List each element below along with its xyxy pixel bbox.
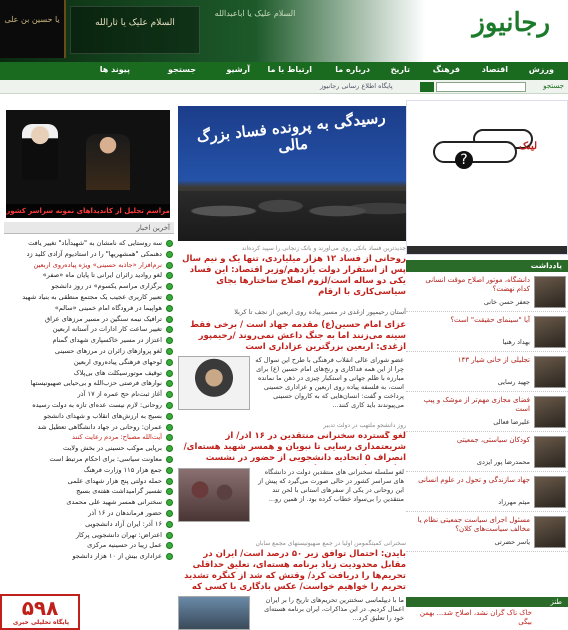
note-author: جعفر حسن خانی [483, 298, 530, 306]
bullet-icon [166, 445, 173, 452]
news-body: لغو سلسله سخنرانی های منتقدین دولت در دانشگاه های سراسر کشور در حالی صورت می‌گیرد که پیش از این روحانی در یکی از سفرهای استانی با لحن تند منتقدین را بی‌سواد خطاب کرده بود. از همین رو... [258, 468, 404, 503]
note-author: علیرضا فعالی [493, 418, 530, 426]
note-title[interactable]: آیا "سینمای حقیقت" است؟ [450, 316, 530, 324]
bullet-icon [166, 488, 173, 495]
list-item[interactable] [4, 335, 174, 346]
news-photo[interactable] [178, 596, 250, 630]
list-item-text: سخنرانی همسر شهید علی محمدی [66, 498, 162, 507]
list-item-text: هواپیما در فرودگاه امام خمینی «سالم» [54, 303, 162, 312]
note-title[interactable]: دانشگاه، موتور اصلاح موقت انسانی کدام نهضت؟ [425, 276, 530, 293]
list-item-text: ۱۶ آذر: ایران آزاد دانشجویی [85, 519, 162, 528]
note-item[interactable] [406, 314, 568, 352]
news-meta: سخنرانی کمیتگمومن اولیا در جمع صهیونیستهای مجمع سابان [255, 540, 406, 547]
list-item[interactable] [4, 400, 174, 411]
bullet-icon [166, 424, 173, 431]
list-item[interactable] [4, 314, 174, 325]
search-hint: پایگاه اطلاع رسانی رجانیوز [320, 82, 393, 90]
list-item[interactable] [4, 292, 174, 303]
list-item-text: حمله دولتی پنج هزار شهدای علمی [67, 476, 162, 485]
list-item-text: تعبیر کاربری عجیب یک مجتمع منطقی به بنیاد شهید [22, 292, 162, 301]
main-news-column [178, 100, 406, 630]
person-figure [86, 134, 130, 190]
note-author: جهید رسایی [497, 378, 530, 386]
bullet-icon [166, 467, 173, 474]
mourning-banner[interactable] [0, 0, 66, 58]
nav-item-economy[interactable]: اقتصاد [481, 65, 508, 74]
nav-item-search[interactable]: جستجو [168, 65, 196, 74]
news-headline[interactable]: لغو گسترده سخنرانی منتقدین در ۱۶ آذر/ از شریعتمداری رسایی تا نبویان و همسر شهید هسته‌ای/ انصراف ۵ اتحادیه دانشجویی از حضور در نشست [183, 431, 406, 463]
list-item[interactable] [4, 357, 174, 368]
humor-section-title [406, 597, 568, 607]
list-item-text: تغییر ساعت کار ادارات در آستانه اربعین [52, 325, 162, 334]
list-item[interactable] [4, 519, 174, 530]
news-photo[interactable] [178, 468, 250, 522]
list-item-text: حضور فرماندهان در ۱۶ آذر [88, 508, 162, 517]
featured-photo-caption: مراسم تجلیل از کاندیداهای نمونه سراسر کشور [6, 204, 170, 218]
note-title[interactable]: جهاد سازندگی و تحول در علوم انسانی [418, 476, 530, 484]
left-sidebar [0, 100, 174, 630]
list-item[interactable] [4, 346, 174, 357]
list-item-text: لوحهای فرهنگی پیاده‌روی اربعین [73, 357, 162, 366]
humor-title-text: طنز [550, 598, 562, 606]
featured-photo[interactable] [6, 110, 170, 218]
list-item-text: دهنمکی "همشهریها" را در استادیوم آزادی کلید زد [26, 249, 162, 258]
list-item-text: جمع هزار ۱۱۵ وزارت فرهنگ [83, 465, 162, 474]
list-item-text: عمل زیبا در حسینیه مرکزی [87, 541, 162, 550]
humor-section [406, 597, 568, 630]
list-item-text: برپایی موکب حسینی در بخش ولایت [63, 444, 162, 453]
news-headline[interactable]: روحانی از فساد ۱۲ هزار میلیاردی، تنها یک و نیم سال پس از استقرار دولت یازدهم/وزیر اقتصاد: این فساد یکی دو ساله است/لزوم اصلاح ساختارها بجای سیاسی‌کاری با ارقام [182, 254, 406, 297]
humor-item[interactable]: خاک ناک گران نشد، اصلاح شد... بهمن بیگی [419, 609, 532, 626]
list-item[interactable] [4, 378, 174, 389]
list-item-text: اعتراض: تهران دانشجویی پرکار [75, 530, 162, 539]
list-item-text: نرم‌افزار «جاذبه حسینی» ویژه پیاده‌روی اربعین [33, 260, 162, 269]
hero-crowd [178, 191, 406, 241]
bullet-icon [166, 391, 173, 398]
list-item[interactable] [4, 324, 174, 335]
598-logo-caption: پایگاه تحلیلی خبری [12, 619, 70, 626]
news-sub: آستان رحیمپور ازغدی در مسیر پیاده روی اربعین از نجف تا کربلا [234, 308, 406, 316]
latest-news-list [4, 238, 174, 562]
note-author: محمدرضا پور ایزدی [476, 458, 530, 466]
list-item-text: عزاداری بیش از ۱۰ هزار دانشجو [72, 552, 162, 561]
news-body: عضو شورای عالی انقلاب فرهنگی با طرح این سوال که چرا از این همه فداکاری و رنج‌های امام حسین (ع) برای مبارزه با ظلم جهانی و استکبار چیزی در ذهن ما نمانده است، به فلسفه پیاده روی اربعین و عزاداری حسینی پرداخت و گفت: انسان‌هایی که به کاروان حسینی می‌پیوندند باید کاری کنند... [255, 356, 404, 409]
author-photo [534, 276, 566, 308]
nav-item-about[interactable]: درباره ما [335, 65, 370, 74]
news-headline[interactable]: عزای امام حسین(ع) مقدمه جهاد است / برخی فقط سینه می‌زنند اما به جنگ داعش نمی‌روند /رحیمپور ازغدی: اربعین بزرگترین عزاداری است [190, 320, 406, 352]
list-item[interactable] [4, 368, 174, 379]
note-item[interactable] [406, 474, 568, 512]
site-header [0, 0, 568, 62]
author-photo [534, 356, 566, 388]
news-photo[interactable] [178, 356, 250, 410]
bullet-icon [166, 337, 173, 344]
search-input[interactable] [436, 82, 526, 92]
bullet-icon [166, 272, 173, 279]
bullet-icon [166, 294, 173, 301]
598-logo[interactable] [0, 594, 80, 630]
note-item[interactable] [406, 514, 568, 552]
nav-item-links[interactable]: پیوند ها [99, 65, 130, 74]
bullet-icon [166, 478, 173, 485]
news-body: ما با دیپلماسی سختترین تحریم‌های تاریخ را بر ایران اعمال کردیم. در این مذاکرات، ایران برنامه هسته‌ای خود را تعلیق کرد... [264, 596, 404, 622]
bullet-icon [166, 542, 173, 549]
note-author: یاسر حضرتی [494, 538, 530, 546]
note-title[interactable]: تجلیلی از خانی شیار ۱۴۳ [457, 356, 530, 364]
list-item-text: توقیف موتورسیکلت های بی‌پلاک [73, 368, 162, 377]
note-author: میثم مهرزاد [498, 498, 530, 506]
news-headline[interactable]: بایدن: احتمال توافق زیر ۵۰ درصد است/ ایران در مقابل محدودیت زیاد برنامه هسته‌ای، تعلیق حداقلی تحریم‌ها را دریافت کرد/ وقتش که شد از کنگره تشدید تحریم را خواهیم خواست/ عکس بادگاری با کسی که [184, 549, 406, 592]
list-item[interactable] [4, 476, 174, 487]
bullet-icon [166, 251, 173, 258]
list-item[interactable] [4, 508, 174, 519]
author-photo [534, 396, 566, 428]
list-item[interactable] [4, 411, 174, 422]
list-item-text: عمران: روحانی در جهاد دانشگاهی تعطیل شد [37, 422, 162, 431]
notes-section-title: یادداشت [406, 260, 568, 272]
bullet-icon [166, 305, 173, 312]
list-item[interactable] [4, 422, 174, 433]
list-item[interactable] [4, 270, 174, 281]
bullet-icon [166, 510, 173, 517]
bullet-icon [166, 380, 173, 387]
note-item[interactable] [406, 274, 568, 312]
list-item-text: بسیج به ارزش‌های انقلاب و شهدای دانشجو [43, 411, 162, 420]
search-button[interactable] [420, 82, 434, 92]
list-item-text: اعتزاز در مسیر خاکسپاری شهدای گمنام [52, 336, 162, 345]
list-item[interactable] [4, 389, 174, 400]
note-item[interactable] [406, 394, 568, 432]
bullet-icon [166, 413, 173, 420]
note-title[interactable]: فضای مجازی مهم‌تر از موشک و پیپ است [423, 396, 530, 413]
list-item[interactable] [4, 238, 174, 249]
person-figure [22, 124, 58, 180]
link-ad[interactable] [406, 100, 568, 255]
bullet-icon [166, 499, 173, 506]
nav-item-culture[interactable]: فرهنگ [432, 65, 460, 74]
list-item[interactable] [4, 281, 174, 292]
latest-news-title: آخرین اخبار [4, 222, 174, 234]
list-item-text: سه روستایی که نامشان به "شهیدآباد" تغییر یافت [28, 239, 162, 247]
bullet-icon [166, 359, 173, 366]
598-logo-number: ۵۹۸ [21, 596, 59, 620]
list-item[interactable] [4, 443, 174, 454]
right-sidebar [406, 100, 568, 630]
calligraphy-banner[interactable] [70, 6, 200, 54]
ad-strip [407, 246, 567, 254]
bullet-icon [166, 434, 173, 441]
main-nav [0, 62, 568, 80]
nav-item-archive[interactable]: آرشیو [226, 65, 250, 74]
news-meta: جدیدترین فساد بانکی روی می‌آورند و بانک زنجانی را سپید کرده‌اند [241, 245, 406, 252]
author-photo [534, 436, 566, 468]
bullet-icon [166, 283, 173, 290]
list-item[interactable] [4, 540, 174, 551]
bullet-icon [166, 456, 173, 463]
list-item[interactable] [4, 497, 174, 508]
speech-bubble-icon [433, 141, 517, 163]
list-item[interactable] [4, 486, 174, 497]
list-item[interactable] [4, 551, 174, 562]
hero-image[interactable] [178, 106, 406, 241]
list-item-text: معاونت سیاسی: برای احکام مرتبط است [49, 454, 162, 463]
question-icon: ? [455, 151, 473, 169]
note-item[interactable] [406, 434, 568, 472]
bullet-icon [166, 316, 173, 323]
nav-item-history[interactable]: تاریخ [390, 65, 410, 74]
header-quote: السلام علیک یا اباعبدالله [214, 9, 296, 18]
news-meta: روز دانشجو ملتهب در دولت تدبیر [323, 422, 406, 429]
list-item[interactable] [4, 260, 174, 271]
nav-item-contact[interactable]: ارتباط با ما [267, 65, 312, 74]
list-item[interactable] [4, 465, 174, 476]
list-item-text: لغو روادید زائران ایرانی تا پایان ماه «صفر» [42, 271, 162, 280]
list-item[interactable] [4, 249, 174, 260]
mourning-banner-text: یا حسین بن علی [4, 15, 60, 24]
bullet-icon [166, 521, 173, 528]
calligraphy-banner-text: السلام علیک یا ثارالله [95, 18, 175, 28]
list-item[interactable] [4, 454, 174, 465]
author-photo [534, 516, 566, 548]
author-photo [534, 476, 566, 508]
note-item[interactable] [406, 354, 568, 392]
bullet-icon [166, 553, 173, 560]
list-item[interactable] [4, 432, 174, 443]
note-title[interactable]: مسئول اجرای سیاست جمعیتی نظام یا مخالف سیاست‌های کلان؟ [417, 516, 530, 533]
list-item-text: ترافیک نیمه سنگین در مسیر مرزهای عراق [45, 314, 162, 323]
bullet-icon [166, 370, 173, 377]
list-item-text: لغو پروازهای زائران در مرزهای حسینی [54, 346, 162, 355]
ad-title: لینک [519, 141, 538, 152]
list-item-text: نوارهای فرصتی حزب‌الله و بی‌حیایی صهیونیستها [30, 379, 162, 388]
bullet-icon [166, 532, 173, 539]
bullet-icon [166, 240, 173, 247]
search-label: جستجو [543, 82, 564, 90]
bullet-icon [166, 326, 173, 333]
bullet-icon [166, 348, 173, 355]
list-item-text: روحانی: لازم نیست عده‌ای تازه به دولت رسیده [32, 400, 162, 409]
list-item[interactable] [4, 303, 174, 314]
note-author: بهداد رهنیا [502, 338, 530, 346]
author-photo [534, 316, 566, 348]
hero-banner-text: رسیدگی به پرونده فساد بزرگ مالی [195, 108, 387, 156]
list-item-text: تفسیر گرامیداشت هفته‌ی بسیج [76, 487, 162, 496]
nav-item-sport[interactable]: ورزش [528, 65, 554, 74]
note-title[interactable]: کودکان سیاستی، جمعیتی [456, 436, 530, 444]
bullet-icon [166, 262, 173, 269]
list-item-text: برگزاری مراسم یکسوم» در روز دانشجو [51, 282, 162, 291]
list-item[interactable] [4, 530, 174, 541]
site-logo[interactable]: رجانیوز [472, 8, 550, 38]
search-bar [0, 80, 568, 94]
list-item-text: آغاز ثبت‌نام حج عمره از ۱۷ آذر [77, 390, 162, 399]
bullet-icon [166, 402, 173, 409]
list-item-text: آیت‌الله مصباح: مردم رعایت کنند [71, 433, 162, 442]
